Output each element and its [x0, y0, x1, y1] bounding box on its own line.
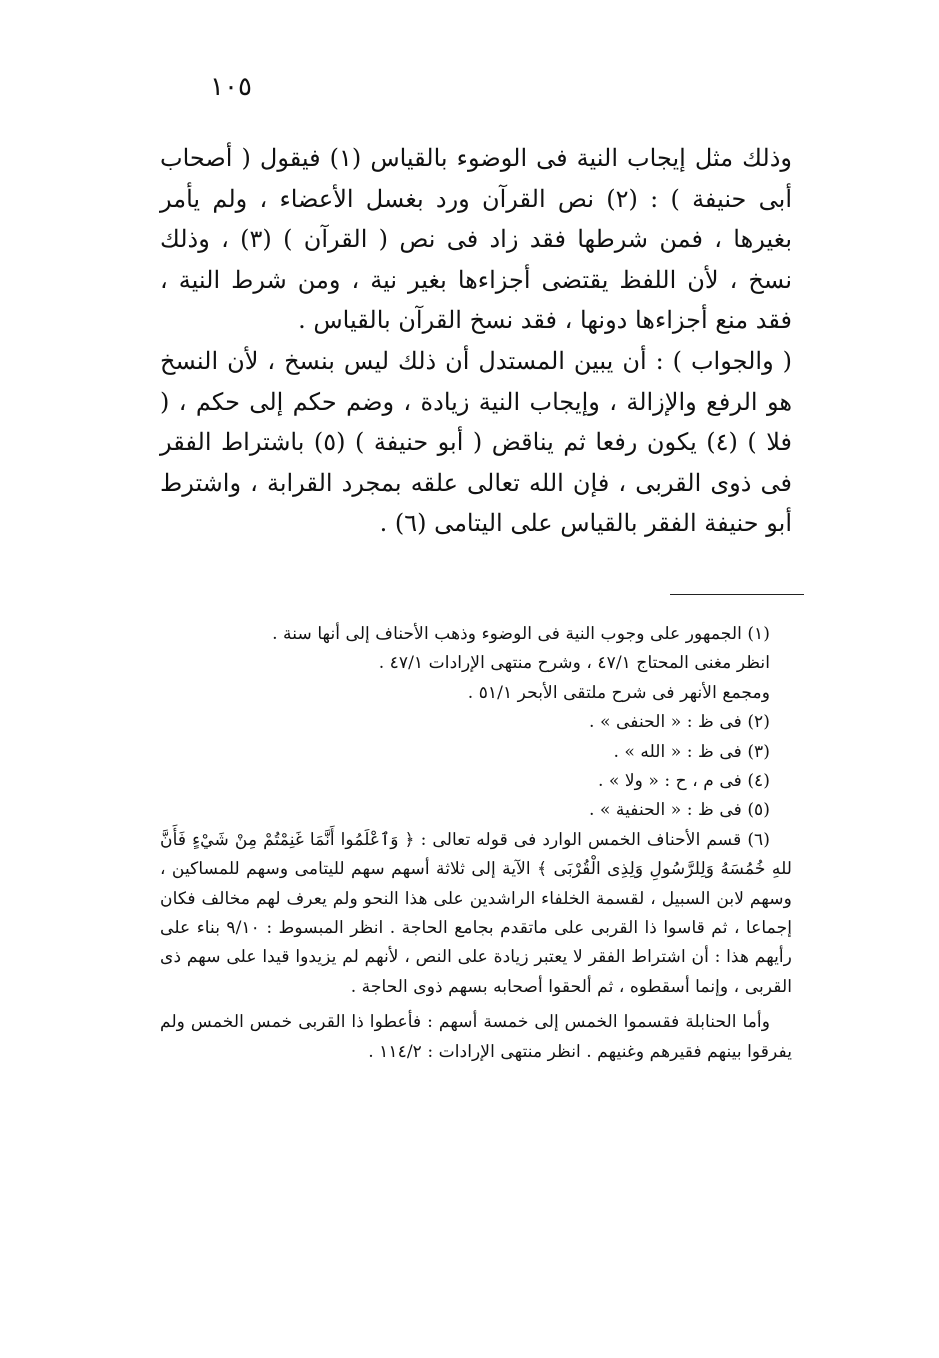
footnote-5: (٥) فى ظ : « الحنفية » .: [588, 800, 770, 821]
body-paragraph: ( والجواب ) : أن يبين المستدل أن ذلك ليس بنسخ ، لأن النسخ هو الرفع والإزالة ، وإيجاب النية زيادة ، وضم حكم إلى حكم ، ( فلا ) (٤) يكون رفعا ثم يناقض ( أبو حنيفة ) (٥) باشتراط الفقر فى ذوى القربى ، فإن الله تعالى علقه بمجرد القرابة ، واشترط أبو حنيفة الفقر بالقياس على اليتامى (٦) .: [160, 346, 793, 538]
page-number: ١٠٥: [210, 72, 252, 102]
footnote-6: (٦) قسم الأحناف الخمس الوارد فى قوله تعالى : ﴿ وَٱعْلَمُوا أَنَّمَا غَنِمْتُمْ مِنْ شَيْءٍ فَأَنَّ للهِ خُمُسَهُ وَلِلرَّسُولِ وَلِذِى الْقُرْبَى ﴾ الآية إلى ثلاثة أسهم سهم لليتامى وسهم للمساكين ، وسهم لابن السبيل ، لقسمة الخلفاء الراشدين على هذا النحو ولم يعرف لهم مخالف فكان إجماعا ، ثم قاسوا ذا القربى على ماتقدم بجامع الحاجة . انظر المبسوط : ٩/١٠ بناء على رأيهم هذا : أن اشتراط الفقر لا يعتبر زيادة على النص ، لأنهم لم يزيدوا قيدا على سهم ذى القربى ، وإنما أسقطوه ، ثم ألحقوا أصحابه بسهم ذوى الحاجة .: [160, 829, 792, 997]
main-text: [160, 138, 792, 544]
footnote-separator: [670, 594, 804, 595]
footnote-1-continuation: ومجمع الأنهر فى شرح ملتقى الأبحر ٥١/١ .: [467, 682, 770, 703]
footnote-3: (٣) فى ظ : « الله » .: [613, 741, 770, 762]
footnotes: [160, 620, 792, 1067]
footnote-1-continuation: انظر مغنى المحتاج ٤٧/١ ، وشرح منتهى الإرادات ٤٧/١ .: [378, 653, 770, 674]
footnote-1: (١) الجمهور على وجوب النية فى الوضوء وذهب الأحناف إلى أنها سنة .: [272, 624, 770, 644]
body-paragraph: وذلك مثل إيجاب النية فى الوضوء بالقياس (١) فيقول ( أصحاب أبى حنيفة ) : (٢) نص القرآن ورد بغسل الأعضاء ، ولم يأمر بغيرها ، فمن شرطها فقد زاد فى نص ( القرآن ) (٣) ، وذلك نسخ ، لأن اللفظ يقتضى أجزاءها بغير نية ، ومن شرط النية ، فقد منع أجزاءها دونها ، فقد نسخ القرآن بالقياس .: [160, 144, 792, 335]
footnote-6-continuation: وأما الحنابلة فقسموا الخمس إلى خمسة أسهم : فأعطوا ذا القربى خمس الخمس ولم يفرقوا بينهم فقيرهم وغنيهم . انظر منتهى الإرادات : ١١٤/٢ .: [160, 1012, 792, 1062]
footnote-2: (٢) فى ظ : « الحنفى » .: [589, 712, 770, 733]
footnote-4: (٤) فى م ، ح : « ولا » .: [597, 771, 770, 792]
